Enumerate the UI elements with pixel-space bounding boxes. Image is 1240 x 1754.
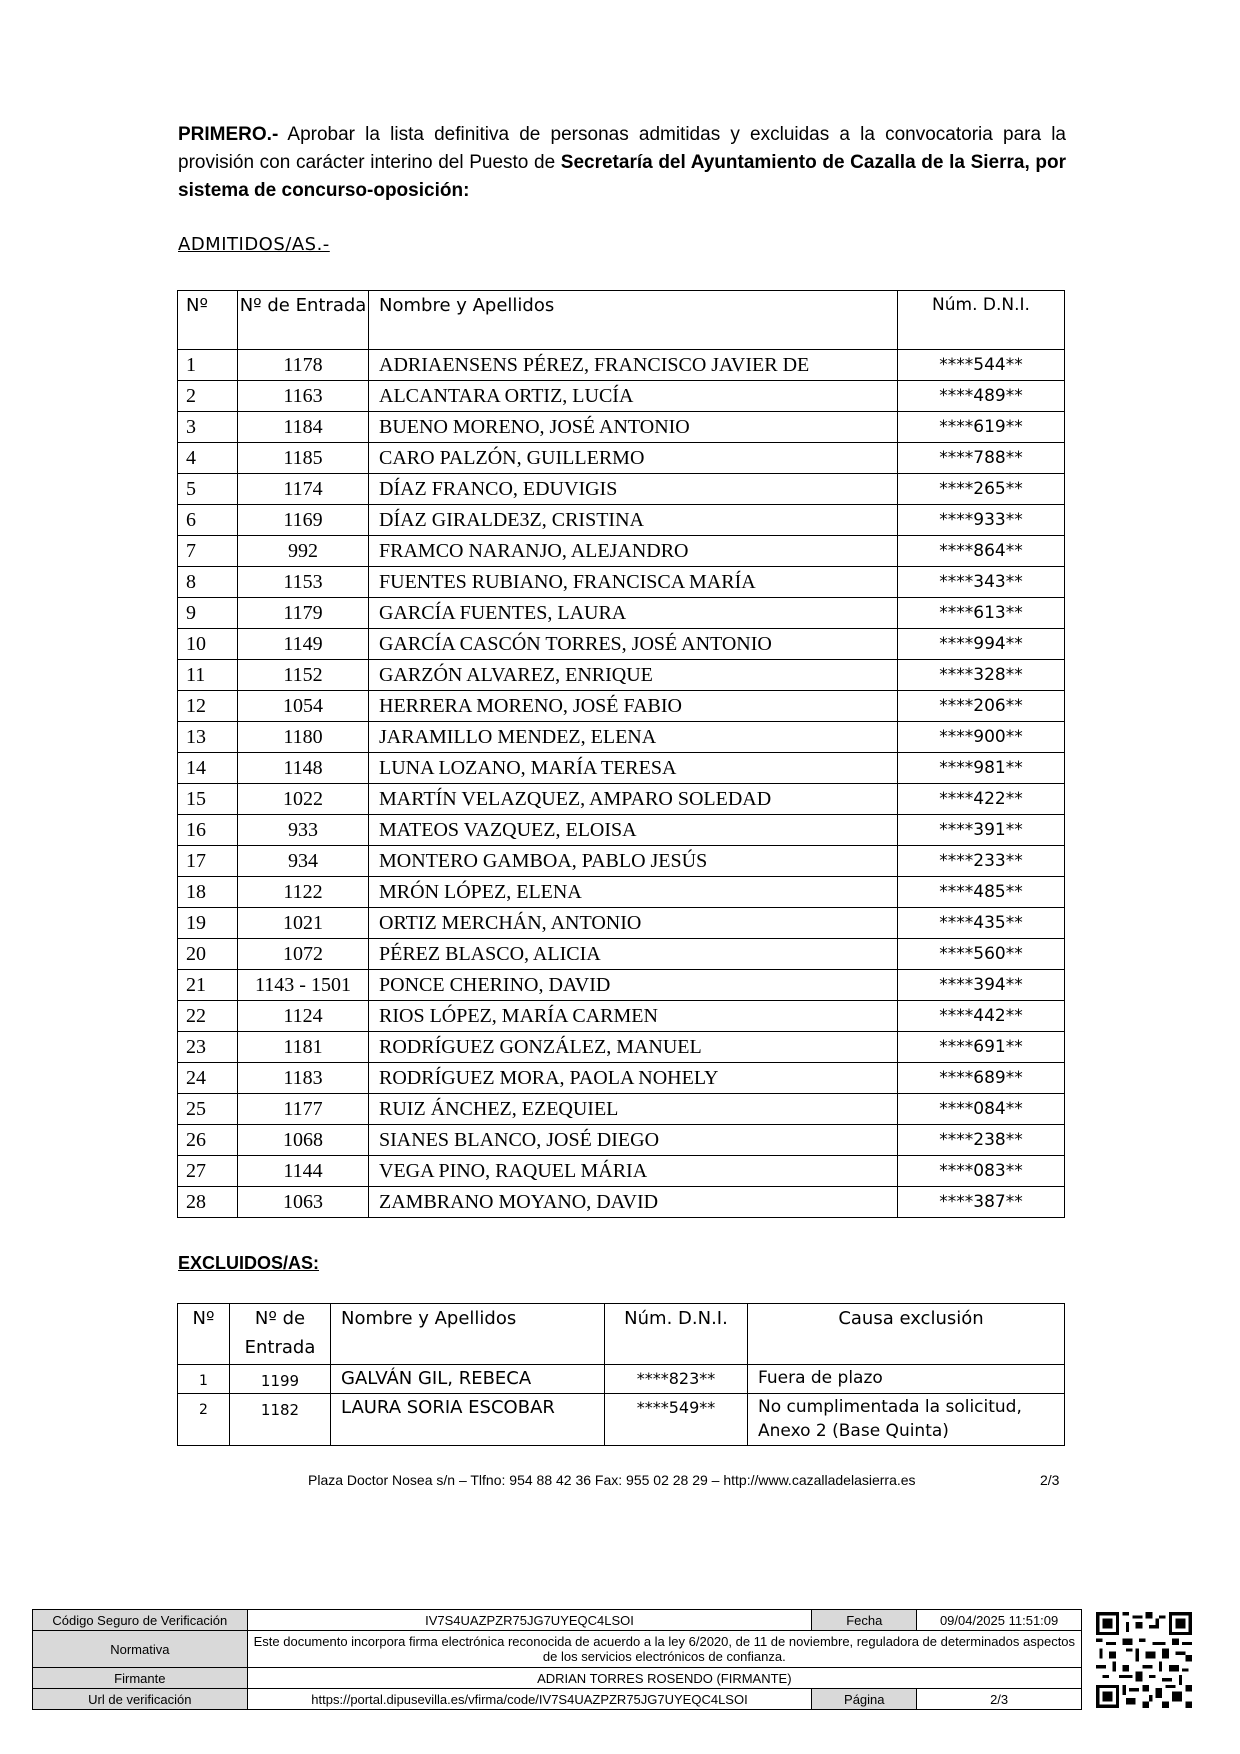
normativa-label: Normativa <box>33 1631 248 1668</box>
cell-n: 14 <box>178 753 238 784</box>
table-row <box>178 753 1065 784</box>
table-row <box>178 939 1065 970</box>
cell-dni: ****864** <box>898 536 1065 567</box>
cell-nombre: GARZÓN ALVAREZ, ENRIQUE <box>369 660 898 691</box>
table-row <box>178 846 1065 877</box>
admitidos-heading: ADMITIDOS/AS.- <box>178 234 330 255</box>
cell-nombre: GARCÍA FUENTES, LAURA <box>369 598 898 629</box>
cell-nombre: FUENTES RUBIANO, FRANCISCA MARÍA <box>369 567 898 598</box>
table-row <box>178 412 1065 443</box>
firmante-label: Firmante <box>33 1668 248 1689</box>
cell-nombre: SIANES BLANCO, JOSÉ DIEGO <box>369 1125 898 1156</box>
fecha-value: 09/04/2025 11:51:09 <box>917 1610 1082 1631</box>
cell-n: 11 <box>178 660 238 691</box>
table-row <box>178 350 1065 381</box>
table-row <box>178 1125 1065 1156</box>
cell-nombre: MARTÍN VELAZQUEZ, AMPARO SOLEDAD <box>369 784 898 815</box>
cell-n: 7 <box>178 536 238 567</box>
header-dni: Núm. D.N.I. <box>898 291 1065 350</box>
table-row <box>178 474 1065 505</box>
firmante-value: ADRIAN TORRES ROSENDO (FIRMANTE) <box>247 1668 1081 1689</box>
qr-code-icon <box>1096 1612 1192 1708</box>
cell-dni: ****788** <box>898 443 1065 474</box>
table-row <box>178 722 1065 753</box>
cell-nombre: ADRIAENSENS PÉREZ, FRANCISCO JAVIER DE <box>369 350 898 381</box>
cell-n: 18 <box>178 877 238 908</box>
cell-dni: ****343** <box>898 567 1065 598</box>
cell-entrada: 1182 <box>230 1394 331 1446</box>
exc-header-causa: Causa exclusión <box>748 1304 1065 1365</box>
normativa-value: Este documento incorpora firma electrónica reconocida de acuerdo a la ley 6/2020, de 11 de noviembre, reguladora de determinados aspectos de los servicios electrónicos de confianza. <box>247 1631 1081 1668</box>
verification-row-firmante <box>33 1668 1082 1689</box>
pagina-value: 2/3 <box>917 1689 1082 1710</box>
excluidos-body <box>178 1365 1065 1446</box>
cell-nombre: FRAMCO NARANJO, ALEJANDRO <box>369 536 898 567</box>
cell-entrada: 1178 <box>238 350 369 381</box>
cell-n: 1 <box>178 350 238 381</box>
cell-entrada: 1185 <box>238 443 369 474</box>
footer-page-number: 2/3 <box>1040 1472 1060 1488</box>
cell-nombre: ALCANTARA ORTIZ, LUCÍA <box>369 381 898 412</box>
table-row <box>178 1094 1065 1125</box>
cell-n: 21 <box>178 970 238 1001</box>
cell-entrada: 1169 <box>238 505 369 536</box>
cell-dni: ****435** <box>898 908 1065 939</box>
cell-entrada: 1054 <box>238 691 369 722</box>
csv-value: IV7S4UAZPZR75JG7UYEQC4LSOI <box>247 1610 812 1631</box>
intro-text: Aprobar la lista definitiva de personas admitidas y excluidas a la convocatoria para la provisión con carácter interino del Puesto de <box>178 124 1066 173</box>
cell-causa: No cumplimentada la solicitud, Anexo 2 (Base Quinta) <box>748 1394 1065 1446</box>
cell-nombre: MATEOS VAZQUEZ, ELOISA <box>369 815 898 846</box>
cell-n: 24 <box>178 1063 238 1094</box>
cell-entrada: 1183 <box>238 1063 369 1094</box>
cell-entrada: 1144 <box>238 1156 369 1187</box>
cell-dni: ****933** <box>898 505 1065 536</box>
cell-dni: ****328** <box>898 660 1065 691</box>
cell-dni: ****083** <box>898 1156 1065 1187</box>
table-row <box>178 567 1065 598</box>
cell-nombre: RODRÍGUEZ MORA, PAOLA NOHELY <box>369 1063 898 1094</box>
table-row <box>178 629 1065 660</box>
cell-dni: ****900** <box>898 722 1065 753</box>
cell-entrada: 1174 <box>238 474 369 505</box>
cell-nombre: PONCE CHERINO, DAVID <box>369 970 898 1001</box>
cell-entrada: 1122 <box>238 877 369 908</box>
cell-n: 13 <box>178 722 238 753</box>
cell-nombre: VEGA PINO, RAQUEL MÁRIA <box>369 1156 898 1187</box>
table-row <box>178 1063 1065 1094</box>
cell-nombre: ORTIZ MERCHÁN, ANTONIO <box>369 908 898 939</box>
url-value[interactable]: https://portal.dipusevilla.es/vfirma/code/IV7S4UAZPZR75JG7UYEQC4LSOI <box>247 1689 812 1710</box>
cell-entrada: 933 <box>238 815 369 846</box>
cell-entrada: 1153 <box>238 567 369 598</box>
url-label: Url de verificación <box>33 1689 248 1710</box>
cell-n: 8 <box>178 567 238 598</box>
cell-entrada: 992 <box>238 536 369 567</box>
cell-entrada: 934 <box>238 846 369 877</box>
cell-nombre: ZAMBRANO MOYANO, DAVID <box>369 1187 898 1218</box>
table-row <box>178 691 1065 722</box>
cell-entrada: 1180 <box>238 722 369 753</box>
cell-dni: ****206** <box>898 691 1065 722</box>
cell-nombre: MRÓN LÓPEZ, ELENA <box>369 877 898 908</box>
cell-n: 26 <box>178 1125 238 1156</box>
cell-dni: ****689** <box>898 1063 1065 1094</box>
table-row <box>178 381 1065 412</box>
table-row <box>178 443 1065 474</box>
cell-n: 12 <box>178 691 238 722</box>
cell-n: 28 <box>178 1187 238 1218</box>
verification-row-normativa <box>33 1631 1082 1668</box>
cell-dni: ****619** <box>898 412 1065 443</box>
intro-paragraph <box>178 121 1066 205</box>
cell-n: 1 <box>178 1365 230 1394</box>
cell-n: 22 <box>178 1001 238 1032</box>
cell-dni: ****489** <box>898 381 1065 412</box>
pagina-label: Página <box>812 1689 917 1710</box>
table-row <box>178 1365 1065 1394</box>
cell-dni: ****823** <box>605 1365 748 1394</box>
table-row <box>178 536 1065 567</box>
cell-nombre: HERRERA MORENO, JOSÉ FABIO <box>369 691 898 722</box>
cell-dni: ****442** <box>898 1001 1065 1032</box>
cell-dni: ****394** <box>898 970 1065 1001</box>
exc-header-n: Nº <box>178 1304 230 1365</box>
cell-nombre: DÍAZ FRANCO, EDUVIGIS <box>369 474 898 505</box>
cell-dni: ****613** <box>898 598 1065 629</box>
cell-n: 17 <box>178 846 238 877</box>
cell-nombre: JARAMILLO MENDEZ, ELENA <box>369 722 898 753</box>
table-row <box>178 1032 1065 1063</box>
cell-entrada: 1149 <box>238 629 369 660</box>
cell-nombre: LUNA LOZANO, MARÍA TERESA <box>369 753 898 784</box>
table-row <box>178 505 1065 536</box>
cell-nombre: BUENO MORENO, JOSÉ ANTONIO <box>369 412 898 443</box>
cell-n: 4 <box>178 443 238 474</box>
cell-n: 2 <box>178 381 238 412</box>
cell-nombre: GARCÍA CASCÓN TORRES, JOSÉ ANTONIO <box>369 629 898 660</box>
intro-bold-lead: PRIMERO.- <box>178 124 279 145</box>
fecha-label: Fecha <box>812 1610 917 1631</box>
cell-nombre: CARO PALZÓN, GUILLERMO <box>369 443 898 474</box>
verification-row-url <box>33 1689 1082 1710</box>
admitidos-body <box>178 350 1065 1218</box>
admitidos-table <box>177 290 1065 1218</box>
table-row <box>178 1156 1065 1187</box>
header-entrada: Nº de Entrada <box>238 291 369 350</box>
cell-entrada: 1148 <box>238 753 369 784</box>
cell-dni: ****981** <box>898 753 1065 784</box>
cell-n: 2 <box>178 1394 230 1446</box>
verification-row-csv <box>33 1610 1082 1631</box>
cell-n: 20 <box>178 939 238 970</box>
cell-n: 27 <box>178 1156 238 1187</box>
cell-n: 25 <box>178 1094 238 1125</box>
cell-nombre: RUIZ ÁNCHEZ, EZEQUIEL <box>369 1094 898 1125</box>
cell-dni: ****391** <box>898 815 1065 846</box>
cell-nombre: RODRÍGUEZ GONZÁLEZ, MANUEL <box>369 1032 898 1063</box>
cell-n: 16 <box>178 815 238 846</box>
cell-dni: ****233** <box>898 846 1065 877</box>
table-row <box>178 1187 1065 1218</box>
cell-entrada: 1163 <box>238 381 369 412</box>
exc-header-dni: Núm. D.N.I. <box>605 1304 748 1365</box>
excluidos-table <box>177 1303 1065 1446</box>
csv-label: Código Seguro de Verificación <box>33 1610 248 1631</box>
cell-dni: ****485** <box>898 877 1065 908</box>
cell-n: 9 <box>178 598 238 629</box>
excluidos-header-row <box>178 1304 1065 1365</box>
table-row <box>178 1394 1065 1446</box>
cell-n: 3 <box>178 412 238 443</box>
cell-dni: ****265** <box>898 474 1065 505</box>
cell-entrada: 1181 <box>238 1032 369 1063</box>
cell-nombre: MONTERO GAMBOA, PABLO JESÚS <box>369 846 898 877</box>
cell-entrada: 1199 <box>230 1365 331 1394</box>
cell-entrada: 1022 <box>238 784 369 815</box>
cell-dni: ****549** <box>605 1394 748 1446</box>
excluidos-heading: EXCLUIDOS/AS: <box>178 1253 320 1273</box>
cell-entrada: 1143 - 1501 <box>238 970 369 1001</box>
cell-entrada: 1152 <box>238 660 369 691</box>
cell-dni: ****422** <box>898 784 1065 815</box>
cell-n: 19 <box>178 908 238 939</box>
exc-header-nombre: Nombre y Apellidos <box>331 1304 605 1365</box>
cell-dni: ****084** <box>898 1094 1065 1125</box>
cell-dni: ****238** <box>898 1125 1065 1156</box>
table-row <box>178 598 1065 629</box>
cell-entrada: 1063 <box>238 1187 369 1218</box>
table-row <box>178 815 1065 846</box>
cell-n: 15 <box>178 784 238 815</box>
cell-causa: Fuera de plazo <box>748 1365 1065 1394</box>
cell-nombre: LAURA SORIA ESCOBAR <box>331 1394 605 1446</box>
cell-nombre: GALVÁN GIL, REBECA <box>331 1365 605 1394</box>
cell-entrada: 1068 <box>238 1125 369 1156</box>
table-row <box>178 784 1065 815</box>
cell-n: 6 <box>178 505 238 536</box>
cell-entrada: 1179 <box>238 598 369 629</box>
cell-entrada: 1021 <box>238 908 369 939</box>
cell-n: 23 <box>178 1032 238 1063</box>
header-nombre: Nombre y Apellidos <box>369 291 898 350</box>
table-row <box>178 1001 1065 1032</box>
cell-dni: ****994** <box>898 629 1065 660</box>
table-row <box>178 908 1065 939</box>
cell-entrada: 1177 <box>238 1094 369 1125</box>
admitidos-header-row <box>178 291 1065 350</box>
cell-n: 5 <box>178 474 238 505</box>
footer-address: Plaza Doctor Nosea s/n – Tlfno: 954 88 42 36 Fax: 955 02 28 29 – http://www.cazalladelasierra.es <box>308 1472 916 1488</box>
cell-entrada: 1124 <box>238 1001 369 1032</box>
cell-entrada: 1072 <box>238 939 369 970</box>
table-row <box>178 970 1065 1001</box>
cell-nombre: RIOS LÓPEZ, MARÍA CARMEN <box>369 1001 898 1032</box>
cell-entrada: 1184 <box>238 412 369 443</box>
intro-bold-post: Secretaría del Ayuntamiento de Cazalla de la Sierra, por sistema de concurso-oposición: <box>178 152 1066 201</box>
cell-dni: ****387** <box>898 1187 1065 1218</box>
cell-dni: ****544** <box>898 350 1065 381</box>
header-n: Nº <box>178 291 238 350</box>
cell-nombre: PÉREZ BLASCO, ALICIA <box>369 939 898 970</box>
cell-dni: ****560** <box>898 939 1065 970</box>
table-row <box>178 660 1065 691</box>
cell-n: 10 <box>178 629 238 660</box>
table-row <box>178 877 1065 908</box>
cell-nombre: DÍAZ GIRALDE3Z, CRISTINA <box>369 505 898 536</box>
verification-table <box>32 1609 1082 1710</box>
cell-dni: ****691** <box>898 1032 1065 1063</box>
exc-header-entrada: Nº de Entrada <box>230 1304 331 1365</box>
